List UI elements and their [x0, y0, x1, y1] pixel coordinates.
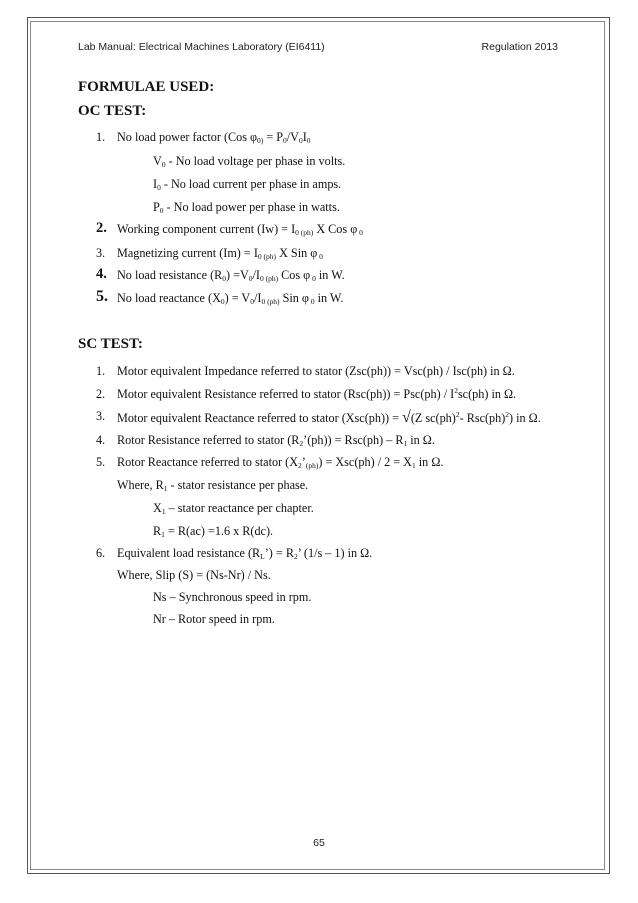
sc-nr-definition: Nr – Rotor speed in rpm.: [153, 612, 275, 626]
sc-item-6-number: 6.: [96, 546, 106, 560]
sc-x1-definition: $X_1$ – stator reactance per chapter.: [153, 501, 314, 516]
oc-item-1-number: 1.: [96, 130, 106, 144]
sc-r1-definition: $R_1 = R(ac) =1.6$ x R(dc).: [153, 524, 274, 539]
oc-item-5-text: No load reactance $(X_0) = V_0/I_{0 (ph)}$ Sin φ $_0$ in W.: [117, 291, 344, 306]
sc-item-4-text: Rotor Resistance referred to stator $(R_2’(ph)) = Rsc(ph) - R_1$ in Ω.: [117, 433, 435, 448]
oc-item-3-text: Magnetizing current $(Im) = I_{0 (ph)}$ X Sin φ $_0$: [117, 246, 323, 261]
header-title: Lab Manual: Electrical Machines Laboratory (EI6411): [78, 41, 325, 53]
sc-test-heading: SC TEST:: [78, 336, 143, 352]
sc-item-2-number: 2.: [96, 387, 106, 401]
sc-item-2-text: Motor equivalent Resistance referred to stator $(Rsc(ph)) = Psc(ph) / I^2sc(ph)$ in Ω.: [117, 386, 517, 401]
header-regulation: Regulation 2013: [481, 41, 558, 53]
oc-test-heading: OC TEST:: [78, 103, 147, 119]
sc-item-3-text: Motor equivalent Reactance referred to stator (Xsc(ph)) = √(Z sc(ph)$^2$- Rsc(ph)$^2$) in Ω.: [117, 409, 541, 426]
sc-item-5-text: Rotor Reactance referred to stator $(X_2’_{(ph)}) = Xsc(ph) / 2 = X_1$ in Ω.: [117, 455, 444, 470]
oc-item-4-text: No load resistance $(R_0) =V_0/I_{0 (ph)}$ Cos φ $_0$ in W.: [117, 268, 345, 283]
oc-i0-definition: $I_0$ - No load current per phase in amps.: [153, 177, 342, 192]
oc-item-2-number: 2.: [96, 220, 107, 236]
oc-p0-definition: $P_0$ - No load power per phase in watts.: [153, 200, 340, 215]
sc-ns-definition: Ns – Synchronous speed in rpm.: [153, 590, 312, 604]
page-number: 65: [313, 837, 325, 849]
square-root-symbol: √: [402, 409, 411, 426]
sc-item-6-text: Equivalent load resistance $(R_L’) = R_2$’ (1/s – 1) in Ω.: [117, 546, 373, 561]
oc-item-4-number: 4.: [96, 266, 107, 282]
sc-where-r1: Where, $R_1$ - stator resistance per phase.: [117, 478, 309, 493]
formulae-heading: FORMULAE USED:: [78, 79, 215, 95]
sc-item-3-number: 3.: [96, 409, 106, 423]
sc-item-1-text: Motor equivalent Impedance referred to stator (Zsc(ph)) = Vsc(ph) / Isc(ph) in Ω.: [117, 364, 515, 378]
oc-item-3-number: 3.: [96, 246, 106, 260]
sc-item-1-number: 1.: [96, 364, 106, 378]
sc-item-5-number: 5.: [96, 455, 106, 469]
oc-item-5-number: 5.: [96, 288, 108, 305]
oc-item-1-text: No load power factor (Cos $\varphi_{0)} = P_0/V_0I_0$: [117, 130, 311, 145]
oc-item-2-text: Working component current $(Iw) = I_{0 (ph)}$ X Cos φ $_0$: [117, 222, 363, 237]
sc-item-4-number: 4.: [96, 433, 106, 447]
oc-v0-definition: $V_0$ - No load voltage per phase in volts.: [153, 154, 346, 169]
sc-where-slip: Where, Slip (S) = (Ns-Nr) / Ns.: [117, 568, 271, 582]
